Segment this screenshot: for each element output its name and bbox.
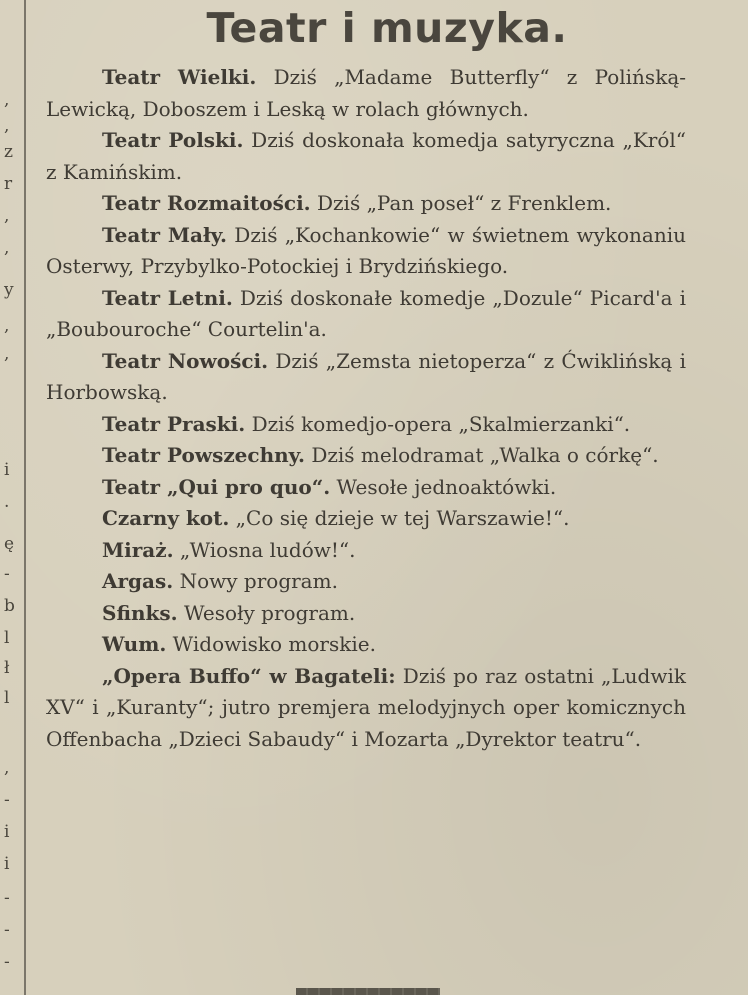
venue-name: Teatr Wielki. [102, 65, 257, 89]
left-strip-mark: ł [4, 658, 10, 678]
left-strip-mark: ę [4, 534, 15, 554]
left-strip-mark: , [4, 316, 10, 336]
listing-text: Wesoły program. [177, 600, 356, 625]
neighbouring-column-fragment [0, 0, 22, 995]
listing-entry [46, 346, 686, 409]
listing-entry [46, 535, 686, 567]
listing-entry [46, 220, 686, 283]
left-strip-mark: . [4, 492, 10, 512]
left-strip-mark: , [4, 90, 10, 110]
listing-text: Nowy program. [173, 569, 338, 593]
left-strip-mark: - [4, 564, 10, 584]
theatre-listings [46, 62, 686, 755]
venue-name: Teatr Mały. [102, 222, 228, 247]
listing-entry [46, 188, 686, 220]
listing-text: Dziś „Pan poseł“ z Frenklem. [310, 191, 612, 215]
listing-text: Dziś „Zemsta nietoperza“ z Ćwiklińską i Horbowską. [46, 348, 686, 404]
left-strip-mark: , [4, 238, 10, 258]
listing-text: „Wiosna ludów!“. [173, 537, 356, 562]
venue-name: Teatr Powszechny. [102, 443, 305, 467]
listing-entry [46, 503, 686, 535]
venue-name: Teatr Praski. [102, 411, 246, 436]
left-strip-mark: , [4, 206, 10, 226]
listing-text: Dziś melodramat „Walka o córkę“. [304, 443, 659, 467]
listing-entry [46, 661, 686, 756]
left-strip-mark: , [4, 116, 10, 136]
listing-entry [46, 440, 686, 472]
listing-entry [46, 409, 686, 441]
left-strip-mark: - [4, 888, 10, 908]
listing-text: Widowisko morskie. [166, 632, 376, 656]
section-end-rule [296, 988, 440, 995]
listing-entry [46, 472, 686, 504]
left-strip-mark: y [4, 280, 14, 300]
listing-text: Dziś po raz ostatni „Ludwik XV“ i „Kuranty“; jutro premjera melodyjnych oper komicznych Offenbacha „Dzieci Sabaudy“ i Mozarta „Dyrektor teatru“. [46, 663, 686, 751]
listing-entry [46, 283, 686, 346]
listing-entry [46, 598, 686, 630]
listing-text: „Co się dzieje w tej Warszawie!“. [229, 506, 570, 530]
left-strip-mark: i [4, 854, 10, 874]
listing-entry [46, 125, 686, 188]
left-strip-mark: , [4, 758, 10, 778]
left-strip-mark: - [4, 920, 10, 940]
left-strip-mark: - [4, 952, 10, 972]
left-strip-mark: i [4, 822, 10, 842]
listing-text: Dziś doskonałe komedje „Dozule“ Picard'a i „Boubouroche“ Courtelin'a. [46, 285, 686, 341]
venue-name: Teatr Nowości. [102, 348, 269, 373]
listing-entry [46, 566, 686, 598]
section-headline: Teatr i muzyka. [206, 4, 568, 52]
listing-entry [46, 62, 686, 125]
column-divider [24, 0, 26, 995]
venue-name: Teatr Polski. [102, 128, 244, 152]
listing-text: Dziś komedjo-opera „Skalmierzanki“. [245, 411, 631, 436]
left-strip-mark: l [4, 688, 10, 708]
left-strip-mark: z [4, 142, 13, 162]
listing-text: Dziś „Kochankowie“ w świetnem wykonaniu Osterwy, Przybylko-Potockiej i Brydzińskiego. [46, 222, 687, 278]
venue-name: Teatr Rozmaitości. [102, 191, 311, 215]
left-strip-mark: - [4, 790, 10, 810]
left-strip-mark: l [4, 628, 10, 648]
venue-name: Miraż. [102, 537, 174, 562]
listing-entry [46, 629, 686, 661]
venue-name: Teatr Letni. [102, 285, 233, 310]
left-strip-mark: , [4, 344, 10, 364]
venue-name: Teatr „Qui pro quo“. [102, 474, 331, 499]
venue-name: Czarny kot. [102, 506, 230, 530]
listing-text: Dziś „Madame Butterfly“ z Polińską-Lewicką, Doboszem i Leską w rolach głównych. [46, 65, 686, 121]
left-strip-mark: r [4, 174, 13, 194]
listing-text: Wesołe jednoaktówki. [330, 474, 557, 499]
venue-name: Argas. [102, 569, 174, 593]
left-strip-mark: i [4, 460, 10, 480]
listing-text: Dziś doskonała komedja satyryczna „Król“ z Kamińskim. [46, 128, 686, 184]
venue-name: „Opera Buffo“ w Bagateli: [102, 663, 396, 688]
venue-name: Wum. [102, 632, 167, 656]
venue-name: Sfinks. [102, 600, 178, 625]
left-strip-mark: b [4, 596, 15, 616]
